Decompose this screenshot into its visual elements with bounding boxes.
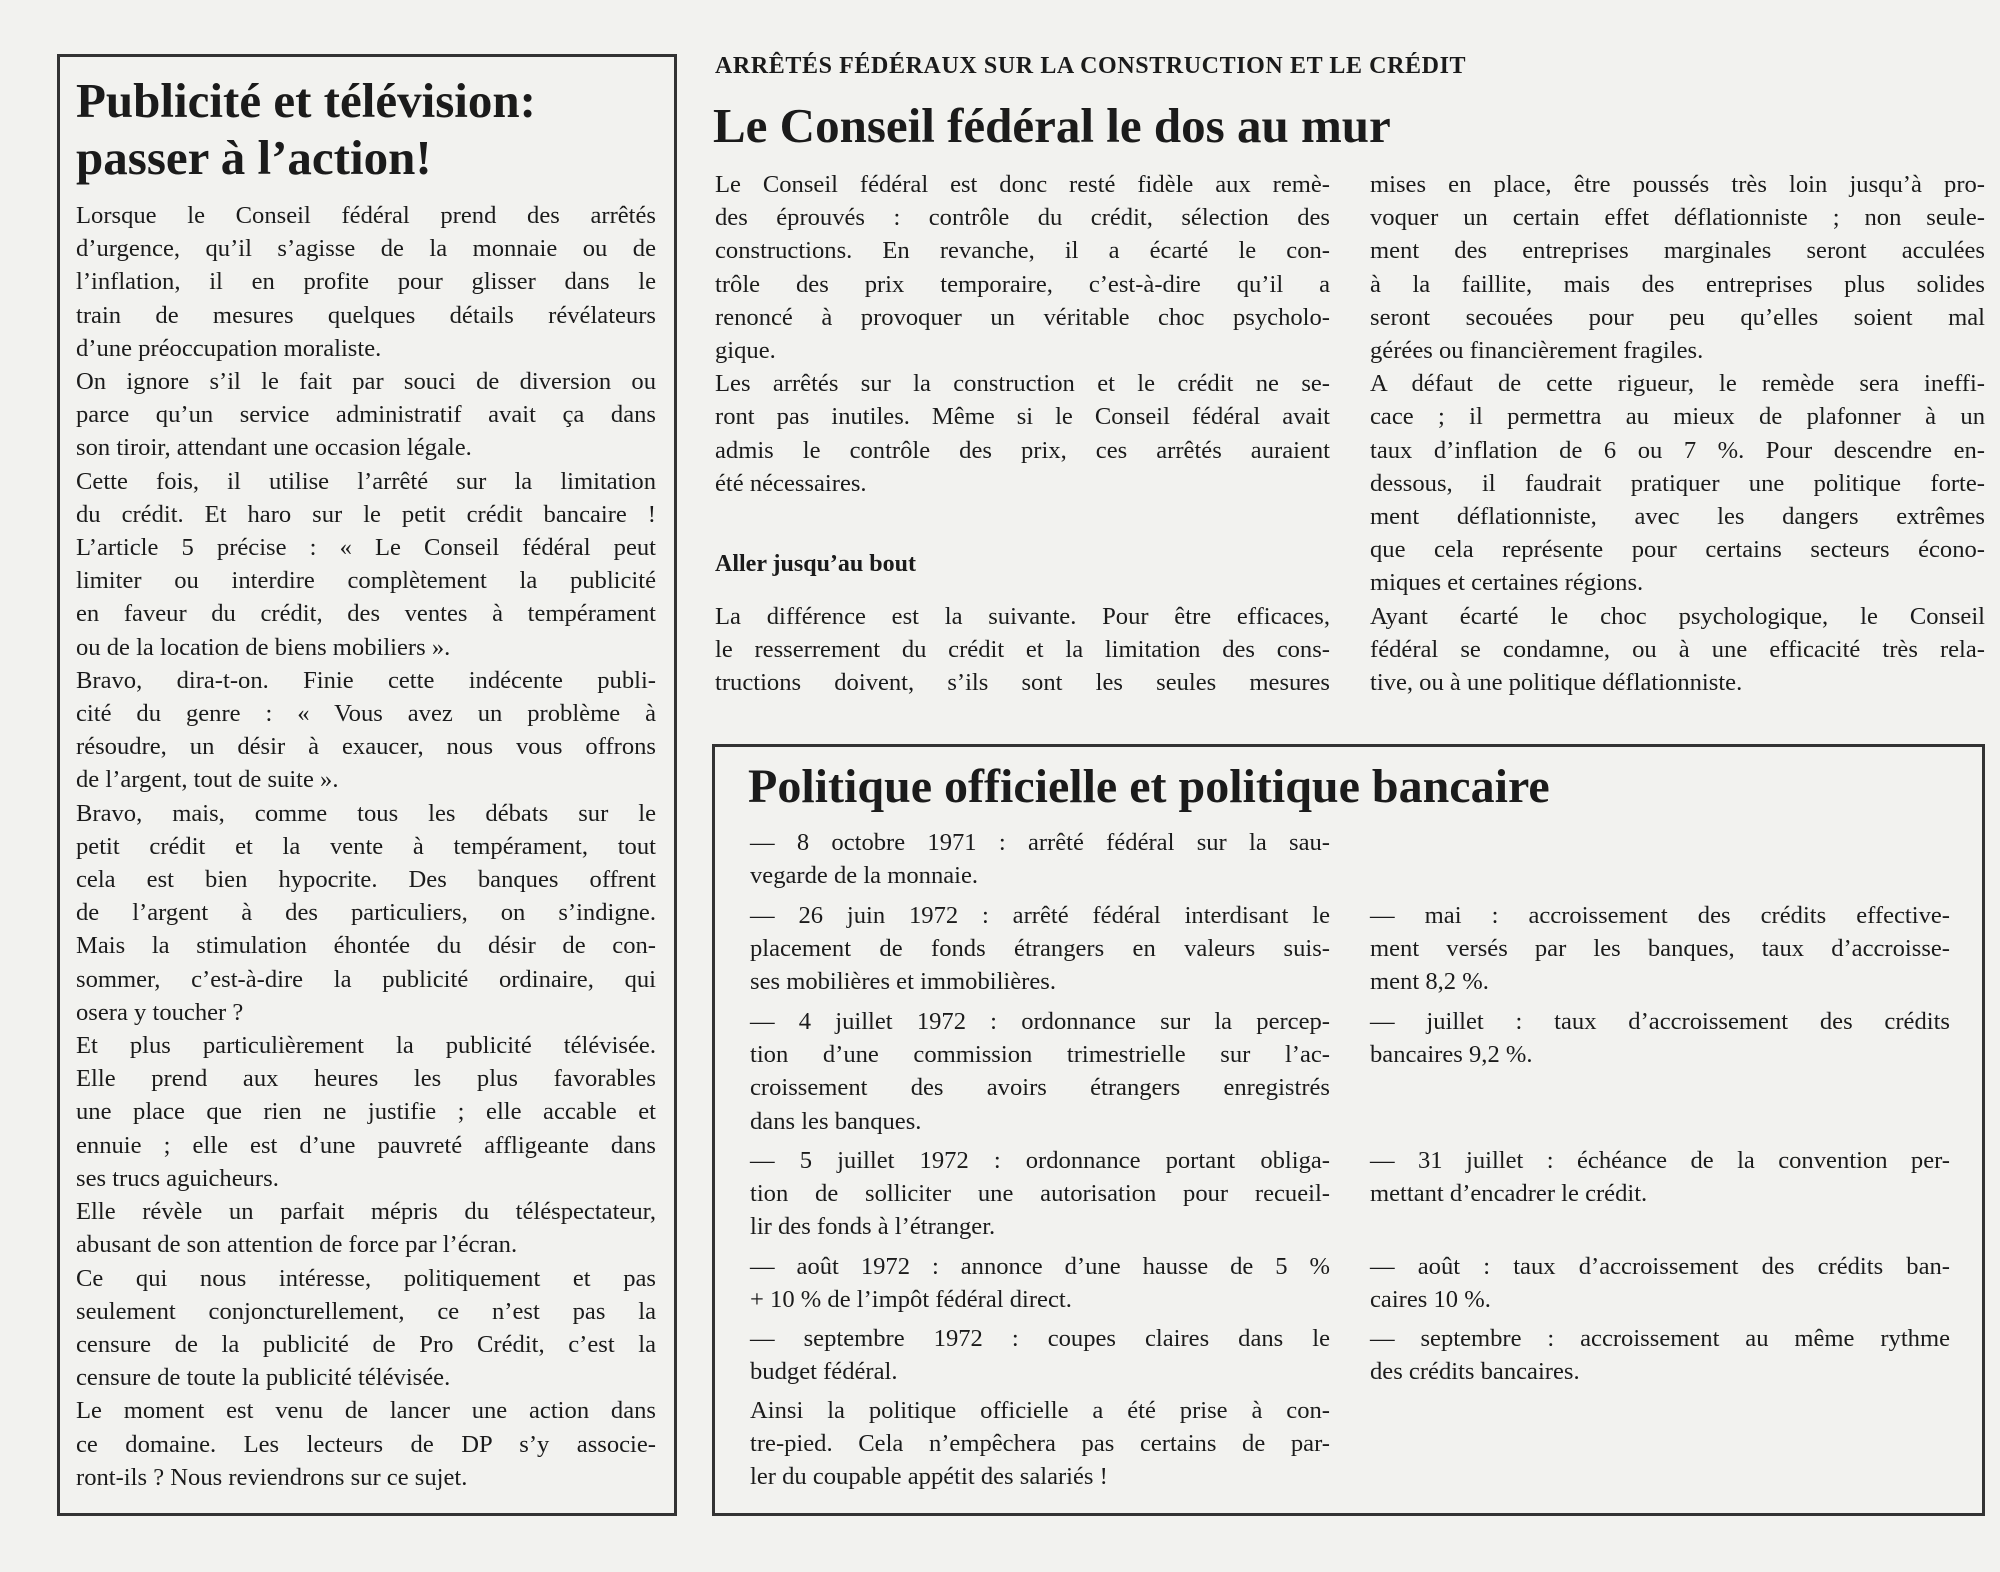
- left-article-body: [76, 199, 656, 1494]
- text-line: dans les banques.: [750, 1107, 922, 1135]
- text-line: ou de la location de biens mobiliers ».: [76, 633, 451, 661]
- paragraph: [1370, 1250, 1950, 1316]
- text-line: cace ; il permettra au mieux de plafonner à un: [1370, 403, 1985, 431]
- text-line: tre-pied. Cela n’empêchera pas certains de par-: [750, 1430, 1330, 1458]
- paragraph: [76, 797, 656, 1029]
- text-line: — septembre : accroissement au même rythme: [1370, 1325, 1950, 1352]
- timeline-entry-left: [750, 1322, 1330, 1388]
- text-line: ce domaine. Les lecteurs de DP s’y associe-: [76, 1430, 656, 1458]
- text-line: seront secouées pour peu qu’elles soient mal: [1370, 303, 1985, 331]
- text-line: Le moment est venu de lancer une action dans: [76, 1397, 656, 1425]
- text-line: petit crédit et la vente à tempérament, tout: [76, 832, 656, 860]
- text-line: — septembre 1972 : coupes claires dans le: [750, 1325, 1330, 1352]
- text-line: cela est bien hypocrite. Des banques offrent: [76, 866, 656, 894]
- timeline-entry-left: [750, 1144, 1330, 1244]
- text-line: de l’argent à des particuliers, on s’indigne.: [76, 899, 656, 927]
- text-line: vegarde de la monnaie.: [750, 862, 979, 890]
- text-line: censure de la publicité de Pro Crédit, c’est la: [76, 1330, 656, 1358]
- text-line: dessous, il faudrait pratiquer une politique forte-: [1370, 469, 1985, 497]
- text-line: Elle révèle un parfait mépris du téléspectateur,: [76, 1198, 656, 1226]
- text-line: caires 10 %.: [1370, 1286, 1491, 1314]
- text-line: — 5 juillet 1972 : ordonnance portant obliga-: [750, 1147, 1330, 1174]
- text-line: — 26 juin 1972 : arrêté fédéral interdisant le: [750, 902, 1330, 929]
- text-line: de l’argent, tout de suite ».: [76, 766, 339, 794]
- timeline-entry-right: [1370, 1005, 1950, 1071]
- paragraph: [1370, 168, 1985, 367]
- text-line: Bravo, mais, comme tous les débats sur le: [76, 799, 656, 827]
- text-line: censure de toute la publicité télévisée.: [76, 1364, 451, 1392]
- text-line: Les arrêtés sur la construction et le crédit ne se-: [715, 370, 1330, 398]
- text-line: — 8 octobre 1971 : arrêté fédéral sur la sau-: [750, 829, 1330, 856]
- text-line: son tiroir, attendant une occasion légale.: [76, 434, 472, 462]
- text-line: gique.: [715, 337, 776, 365]
- paragraph: [750, 1144, 1330, 1244]
- text-line: bancaires 9,2 %.: [1370, 1041, 1533, 1069]
- text-line: constructions. En revanche, il a écarté le con-: [715, 237, 1330, 265]
- text-line: renoncé à provoquer un véritable choc psycholo-: [715, 303, 1330, 331]
- text-line: Le Conseil fédéral est donc resté fidèle aux remè-: [715, 171, 1330, 198]
- text-line: Elle prend aux heures les plus favorables: [76, 1065, 656, 1093]
- paragraph: [750, 1005, 1330, 1138]
- text-line: — août : taux d’accroissement des crédits ban-: [1370, 1253, 1950, 1280]
- text-line: d’urgence, qu’il s’agisse de la monnaie ou de: [76, 235, 656, 263]
- text-line: ment des entreprises marginales seront acculées: [1370, 237, 1985, 265]
- text-line: tive, ou à une politique déflationniste.: [1370, 669, 1743, 697]
- text-line: le resserrement du crédit et la limitation des cons-: [715, 636, 1330, 664]
- text-line: tion de solliciter une autorisation pour recueil-: [750, 1180, 1330, 1208]
- text-line: A défaut de cette rigueur, le remède sera ineffi-: [1370, 370, 1985, 398]
- text-line: Ce qui nous intéresse, politiquement et pas: [76, 1264, 656, 1292]
- timeline-entry-right: [1370, 899, 1950, 999]
- main-article-kicker: ARRÊTÉS FÉDÉRAUX SUR LA CONSTRUCTION ET LE CRÉDIT: [715, 53, 1467, 79]
- text-line: résoudre, un désir à exaucer, nous vous offrons: [76, 733, 656, 761]
- text-line: seulement conjoncturellement, ce n’est pas la: [76, 1297, 656, 1325]
- text-line: + 10 % de l’impôt fédéral direct.: [750, 1286, 1072, 1314]
- text-line: osera y toucher ?: [76, 998, 244, 1026]
- text-line: Ayant écarté le choc psychologique, le Conseil: [1370, 602, 1985, 630]
- text-line: — août 1972 : annonce d’une hausse de 5 %: [750, 1253, 1330, 1280]
- text-line: On ignore s’il le fait par souci de diversion ou: [76, 368, 656, 396]
- text-line: budget fédéral.: [750, 1358, 898, 1386]
- timeline-conclusion: [750, 1394, 1330, 1494]
- text-line: L’article 5 précise : « Le Conseil fédéral peut: [76, 534, 656, 562]
- text-line: croissement des avoirs étrangers enregistrés: [750, 1074, 1330, 1102]
- timeline-entry-right: [1370, 1250, 1950, 1316]
- main-article-column-2: [1370, 168, 1985, 699]
- text-line: Mais la stimulation éhontée du désir de con-: [76, 932, 656, 960]
- timeline-entry-left: [750, 899, 1330, 999]
- text-line: trôle des prix temporaire, c’est-à-dire qu’il a: [715, 270, 1330, 298]
- paragraph: [750, 1250, 1330, 1316]
- text-line: La différence est la suivante. Pour être efficaces,: [715, 603, 1330, 630]
- text-line: Bravo, dira-t-on. Finie cette indécente publi-: [76, 666, 656, 694]
- paragraph: [750, 1394, 1330, 1494]
- text-line: une place que rien ne justifie ; elle accable et: [76, 1098, 656, 1126]
- paragraph: [1370, 1005, 1950, 1071]
- text-line: Cette fois, il utilise l’arrêté sur la limitation: [76, 467, 656, 495]
- text-line: ennuie ; elle est d’une pauvreté affligeante dans: [76, 1131, 656, 1159]
- paragraph: [76, 664, 656, 797]
- text-line: mettant d’encadrer le crédit.: [1370, 1180, 1648, 1208]
- text-line: des crédits bancaires.: [1370, 1358, 1580, 1386]
- timeline-entry-left: [750, 1005, 1330, 1138]
- text-line: admis le contrôle des prix, ces arrêtés auraient: [715, 436, 1330, 464]
- text-line: ment versés par les banques, taux d’accroisse-: [1370, 935, 1950, 963]
- paragraph: [1370, 367, 1985, 599]
- text-line: fédéral se condamne, ou à une efficacité très rela-: [1370, 635, 1985, 663]
- text-line: Ainsi la politique officielle a été prise à con-: [750, 1397, 1330, 1424]
- text-line: l’inflation, il en profite pour glisser dans le: [76, 268, 656, 296]
- text-line: train de mesures quelques détails révélateurs: [76, 301, 656, 329]
- text-line: à la faillite, mais des entreprises plus solides: [1370, 270, 1985, 298]
- text-line: — 31 juillet : échéance de la convention per-: [1370, 1147, 1950, 1174]
- paragraph: [76, 1262, 656, 1395]
- text-line: tion d’une commission trimestrielle sur l’ac-: [750, 1041, 1330, 1069]
- text-line: — 4 juillet 1972 : ordonnance sur la percep-: [750, 1008, 1330, 1035]
- text-line: ler du coupable appétit des salariés !: [750, 1463, 1108, 1491]
- timeline-entry-left: [750, 1250, 1330, 1316]
- paragraph: [750, 826, 1330, 892]
- text-line: sommer, c’est-à-dire la publicité ordinaire, qui: [76, 965, 656, 993]
- text-line: parce qu’un service administratif avait ça dans: [76, 401, 656, 429]
- paragraph: [1370, 1144, 1950, 1210]
- timeline-entry-left: [750, 826, 1330, 892]
- text-line: abusant de son attention de force par l’écran.: [76, 1231, 518, 1259]
- text-line: des éprouvés : contrôle du crédit, sélection des: [715, 204, 1330, 232]
- paragraph: [76, 199, 656, 365]
- paragraph: [1370, 600, 1985, 700]
- text-line: voquer un certain effet déflationniste ; non seule-: [1370, 204, 1985, 232]
- paragraph: [76, 1394, 656, 1494]
- paragraph: [76, 365, 656, 465]
- text-line: — juillet : taux d’accroissement des crédits: [1370, 1008, 1950, 1035]
- text-line: ront-ils ? Nous reviendrons sur ce sujet.: [76, 1463, 468, 1491]
- text-line: gérées ou financièrement fragiles.: [1370, 337, 1704, 365]
- text-line: d’une préoccupation moraliste.: [76, 334, 382, 362]
- paragraph: [750, 899, 1330, 999]
- timeline-entry-right: [1370, 1144, 1950, 1210]
- text-line: placement de fonds étrangers en valeurs suis-: [750, 935, 1330, 963]
- paragraph: [750, 1322, 1330, 1388]
- paragraph: [76, 465, 656, 664]
- text-line: ment déflationniste, avec les dangers extrêmes: [1370, 503, 1985, 531]
- text-line: limiter ou interdire complètement la publicité: [76, 567, 656, 595]
- text-line: du crédit. Et haro sur le petit crédit bancaire !: [76, 500, 656, 528]
- main-article-title: Le Conseil fédéral le dos au mur: [713, 98, 1391, 153]
- text-line: ront pas inutiles. Même si le Conseil fédéral avait: [715, 403, 1330, 431]
- text-line: miques et certaines régions.: [1370, 569, 1644, 597]
- main-article-subhead: Aller jusqu’au bout: [715, 551, 916, 577]
- left-article-title: Publicité et télévision: passer à l’action!: [76, 73, 536, 185]
- paragraph: [715, 600, 1330, 700]
- paragraph: [1370, 899, 1950, 999]
- paragraph: [76, 1029, 656, 1195]
- text-line: mises en place, être poussés très loin jusqu’à pro-: [1370, 171, 1985, 198]
- timeline-entry-right: [1370, 1322, 1950, 1388]
- timeline-title: Politique officielle et politique bancaire: [748, 760, 1550, 813]
- text-line: que cela représente pour certains secteurs écono-: [1370, 536, 1985, 564]
- text-line: Et plus particulièrement la publicité télévisée.: [76, 1032, 656, 1060]
- text-line: ses trucs aguicheurs.: [76, 1164, 279, 1192]
- paragraph: [715, 367, 1330, 500]
- text-line: en faveur du crédit, des ventes à tempérament: [76, 600, 656, 628]
- text-line: tructions doivent, s’ils sont les seules mesures: [715, 669, 1330, 697]
- text-line: ses mobilières et immobilières.: [750, 968, 1056, 996]
- text-line: lir des fonds à l’étranger.: [750, 1213, 996, 1241]
- text-line: ment 8,2 %.: [1370, 968, 1489, 996]
- main-article-column-1: [715, 168, 1330, 500]
- paragraph: [715, 168, 1330, 367]
- paragraph: [1370, 1322, 1950, 1388]
- text-line: Lorsque le Conseil fédéral prend des arrêtés: [76, 202, 656, 229]
- text-line: taux d’inflation de 6 ou 7 %. Pour descendre en-: [1370, 436, 1985, 464]
- text-line: été nécessaires.: [715, 469, 867, 497]
- main-article-column-1-continued: [715, 600, 1330, 700]
- paragraph: [76, 1195, 656, 1261]
- text-line: cité du genre : « Vous avez un problème à: [76, 700, 656, 728]
- text-line: — mai : accroissement des crédits effective-: [1370, 902, 1950, 929]
